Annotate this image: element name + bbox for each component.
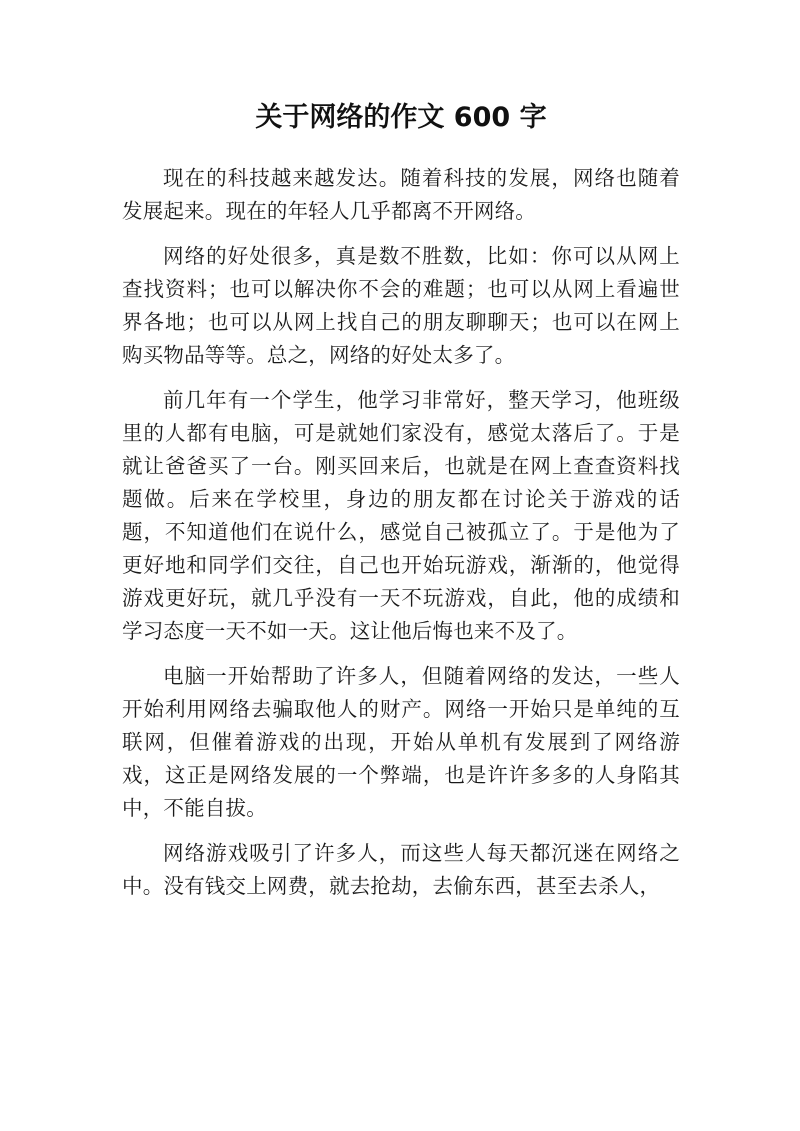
paragraph: 电脑一开始帮助了许多人，但随着网络的发达，一些人开始利用网络去骗取他人的财产。网络一开始只是单纯的互联网，但催着游戏的出现，开始从单机有发展到了网络游戏，这正是网络发展的一个弊端，也是许许多多的人身陷其中，不能自拔。 [122, 664, 680, 820]
document-title: 关于网络的作文 600 字 [255, 102, 547, 133]
paragraph: 前几年有一个学生，他学习非常好，整天学习，他班级里的人都有电脑，可是就她们家没有，感觉太落后了。于是就让爸爸买了一台。刚买回来后，也就是在网上查查资料找题做。后来在学校里，身边的朋友都在讨论关于游戏的话题，不知道他们在说什么，感觉自己被孤立了。于是他为了更好地和同学们交往，自己也开始玩游戏，渐渐的，他觉得游戏更好玩，就几乎没有一天不玩游戏，自此，他的成绩和学习态度一天不如一天。这让他后悔也来不及了。 [122, 388, 680, 643]
paragraph: 网络游戏吸引了许多人，而这些人每天都沉迷在网络之中。没有钱交上网费，就去抢劫，去偷东西，甚至去杀人， [122, 841, 680, 898]
document-body [122, 162, 680, 903]
paragraph: 网络的好处很多，真是数不胜数，比如：你可以从网上查找资料；也可以解决你不会的难题；也可以从网上看遍世界各地；也可以从网上找自己的朋友聊聊天；也可以在网上购买物品等等。总之，网络的好处太多了。 [122, 244, 680, 367]
paragraph: 现在的科技越来越发达。随着科技的发展，网络也随着发展起来。现在的年轻人几乎都离不开网络。 [122, 166, 680, 223]
